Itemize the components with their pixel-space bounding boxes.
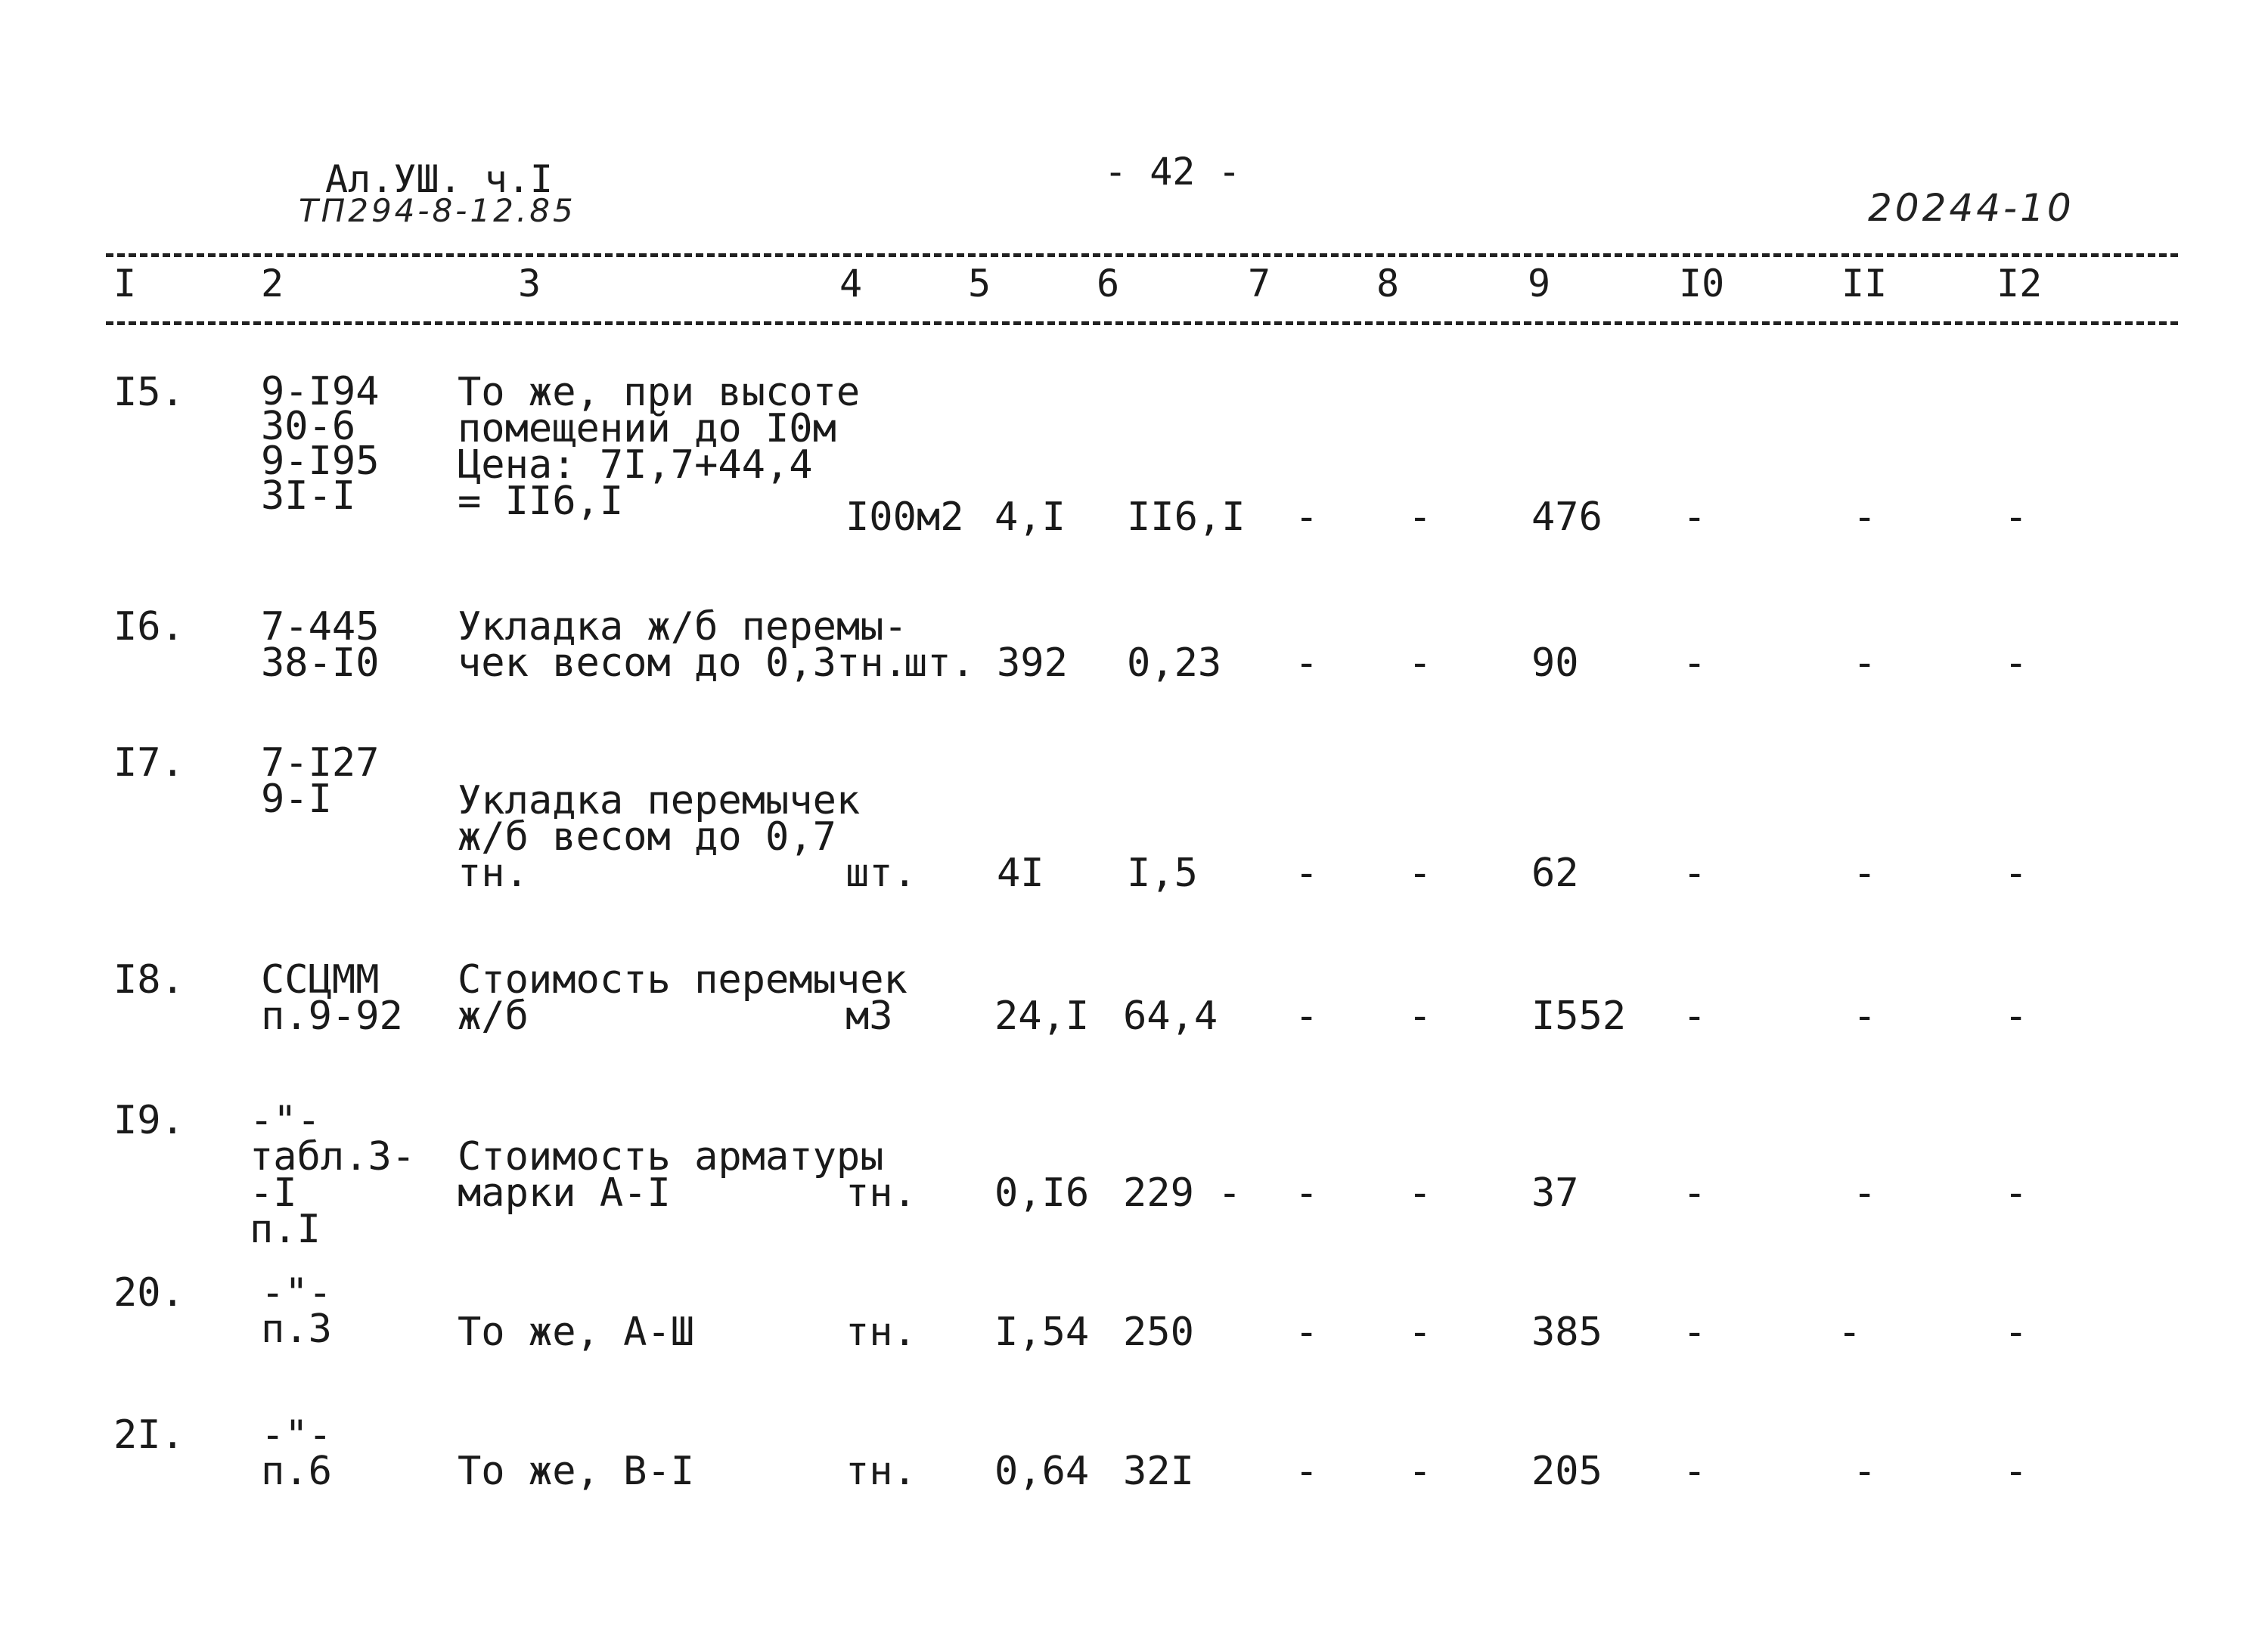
- col-header-11: II: [1841, 262, 1888, 305]
- row-number: I8.: [113, 957, 185, 1003]
- col-header-7: 7: [1248, 262, 1271, 305]
- col12-value: -: [2004, 1170, 2028, 1216]
- col11-value: -: [1853, 851, 1877, 896]
- col12-value: -: [2004, 994, 2028, 1039]
- col-header-4: 4: [839, 262, 863, 305]
- col12-value: -: [2004, 1310, 2028, 1355]
- col11-value: -: [1853, 994, 1877, 1039]
- col7-value: -: [1295, 1449, 1319, 1494]
- quantity: 0,64: [994, 1449, 1090, 1494]
- col7-value: -: [1295, 494, 1319, 540]
- table-top-rule: [106, 253, 2178, 257]
- col-header-3: 3: [518, 262, 541, 305]
- col-header-6: 6: [1097, 262, 1120, 305]
- unit: тн.: [845, 1449, 917, 1494]
- quantity: I,54: [994, 1310, 1090, 1355]
- col-header-1: I: [113, 262, 137, 305]
- total-value: 476: [1531, 494, 1602, 540]
- col7-value: -: [1295, 1310, 1319, 1355]
- unit-price: 32I: [1123, 1449, 1194, 1494]
- doc-section-title: Ал.УШ. ч.I: [325, 157, 554, 201]
- total-value: 90: [1531, 640, 1579, 686]
- unit-price: 64,4: [1123, 994, 1218, 1039]
- unit: м3: [845, 994, 893, 1039]
- col-header-8: 8: [1376, 262, 1400, 305]
- quantity: 0,I6: [994, 1170, 1090, 1216]
- norm-code: 7-I27 9-I: [261, 740, 380, 822]
- norm-code: -"- п.6: [261, 1412, 332, 1494]
- col12-value: -: [2004, 640, 2028, 686]
- doc-archive-number: 20244-10: [1868, 186, 2074, 230]
- col11-value: -: [1853, 640, 1877, 686]
- col12-value: -: [2004, 1449, 2028, 1494]
- col8-value: -: [1408, 494, 1432, 540]
- col-header-2: 2: [261, 262, 284, 305]
- row-number: 20.: [113, 1270, 185, 1316]
- col7-value: -: [1295, 994, 1319, 1039]
- unit-price: 0,23: [1127, 640, 1222, 686]
- page-number: - 42 -: [1104, 150, 1241, 194]
- row-number: I7.: [113, 740, 185, 786]
- quantity: 4I: [997, 851, 1044, 896]
- work-description: То же, А-Ш: [458, 1310, 695, 1355]
- row-number: I6.: [113, 604, 185, 649]
- unit: шт.: [845, 851, 917, 896]
- col8-value: -: [1408, 1310, 1432, 1355]
- unit: тн.: [845, 1170, 917, 1216]
- total-value: 385: [1531, 1310, 1602, 1355]
- quantity: 24,I: [994, 994, 1090, 1039]
- work-description: То же, В-I: [458, 1449, 695, 1494]
- unit: шт.: [904, 640, 975, 686]
- work-description: Стоимость перемычек ж/б: [458, 957, 908, 1039]
- unit: тн.: [845, 1310, 917, 1355]
- unit-price: II6,I: [1127, 494, 1246, 540]
- col8-value: -: [1408, 1449, 1432, 1494]
- unit-price: I,5: [1127, 851, 1198, 896]
- col10-value: -: [1683, 1449, 1707, 1494]
- row-number: 2I.: [113, 1412, 185, 1458]
- unit: I00м2: [845, 494, 964, 540]
- total-value: I552: [1531, 994, 1627, 1039]
- col-header-10: I0: [1679, 262, 1725, 305]
- col10-value: -: [1683, 1170, 1707, 1216]
- col11-value: -: [1838, 1310, 1862, 1355]
- col8-value: -: [1408, 994, 1432, 1039]
- quantity: 4,I: [994, 494, 1066, 540]
- total-value: 205: [1531, 1449, 1602, 1494]
- col11-value: -: [1853, 1449, 1877, 1494]
- col10-value: -: [1683, 494, 1707, 540]
- norm-code: 7-445 38-I0: [261, 604, 380, 686]
- col8-value: -: [1408, 1170, 1432, 1216]
- col7-value: -: [1295, 851, 1319, 896]
- work-description: Стоимость арматуры марки А-I: [458, 1134, 884, 1216]
- col8-value: -: [1408, 851, 1432, 896]
- col11-value: -: [1853, 494, 1877, 540]
- unit-price: 250: [1123, 1310, 1194, 1355]
- row-number: I9.: [113, 1098, 185, 1143]
- norm-code: ССЦММ п.9-92: [261, 957, 403, 1039]
- norm-code: -"- п.3: [261, 1270, 332, 1352]
- doc-project-code: ТП294-8-12.85: [299, 192, 576, 229]
- table-header-rule: [106, 321, 2178, 325]
- work-description: Укладка перемычек ж/б весом до 0,7 тн.: [458, 778, 861, 896]
- total-value: 37: [1531, 1170, 1579, 1216]
- work-description: Укладка ж/б перемы- чек весом до 0,3тн.: [458, 604, 908, 686]
- total-value: 62: [1531, 851, 1579, 896]
- col8-value: -: [1408, 640, 1432, 686]
- col-header-9: 9: [1528, 262, 1551, 305]
- col10-value: -: [1683, 994, 1707, 1039]
- col10-value: -: [1683, 851, 1707, 896]
- col-header-12: I2: [1997, 262, 2043, 305]
- norm-code: -"- табл.3- -I п.I: [250, 1098, 416, 1252]
- norm-code: 9-I94 30-6 9-I95 3I-I: [261, 369, 380, 519]
- col12-value: -: [2004, 851, 2028, 896]
- col12-value: -: [2004, 494, 2028, 540]
- unit-price: 229 -: [1123, 1170, 1242, 1216]
- col11-value: -: [1853, 1170, 1877, 1216]
- quantity: 392: [997, 640, 1068, 686]
- work-description: То же, при высоте помещений до I0м Цена: 7I,7+44,4 = II6,I: [458, 370, 861, 524]
- row-number: I5.: [113, 370, 185, 415]
- col-header-5: 5: [968, 262, 991, 305]
- col7-value: -: [1295, 1170, 1319, 1216]
- col10-value: -: [1683, 1310, 1707, 1355]
- col7-value: -: [1295, 640, 1319, 686]
- col10-value: -: [1683, 640, 1707, 686]
